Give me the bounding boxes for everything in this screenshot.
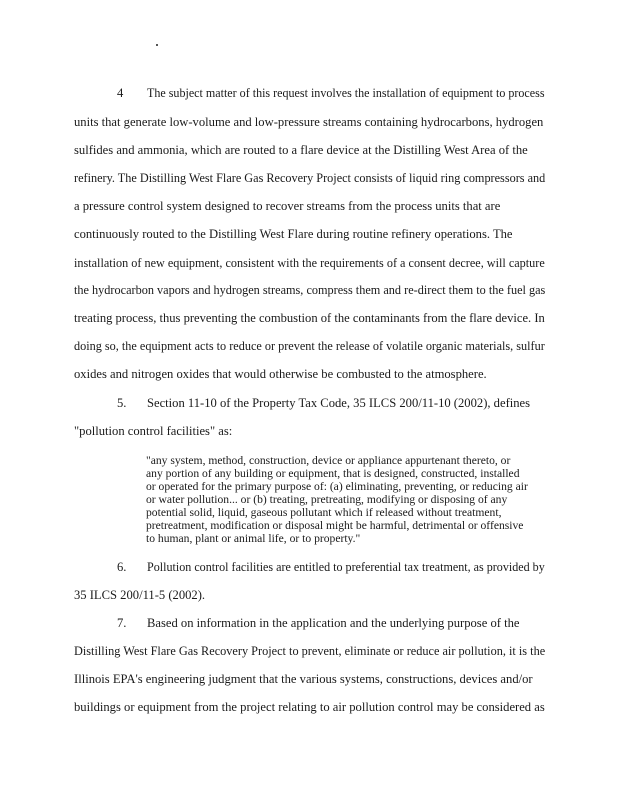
paragraph-line: Based on information in the application and the underlying purpose of the: [147, 616, 520, 630]
paragraph-number: 5.: [117, 396, 127, 410]
paragraph-number: 4: [117, 86, 124, 100]
paragraph-line: 35 ILCS 200/11-5 (2002).: [74, 588, 206, 602]
paragraph-line: refinery. The Distilling West Flare Gas Recovery Project consists of liquid ring compressors and: [74, 171, 546, 185]
quotation-line: or water pollution... or (b) treating, pretreating, modifying or disposing of any: [146, 493, 508, 506]
paragraph-line: continuously routed to the Distilling West Flare during routine refinery operations. The: [74, 227, 513, 241]
quotation-line: any portion of any building or equipment, that is designed, constructed, installed: [146, 467, 520, 480]
paragraph-line: Distilling West Flare Gas Recovery Project to prevent, eliminate or reduce air pollution, it is the: [74, 644, 546, 658]
paragraph-line: doing so, the equipment acts to reduce or prevent the release of volatile organic materials, sulfur: [74, 339, 545, 353]
quotation-line: pretreatment, modification or disposal might be harmful, detrimental or offensive: [146, 519, 524, 532]
paragraph-line: oxides and nitrogen oxides that would otherwise be combusted to the atmosphere.: [74, 367, 487, 381]
paragraph-line: buildings or equipment from the project relating to air pollution control may be considered as: [74, 700, 545, 714]
paragraph-line: treating process, thus preventing the combustion of the contaminants from the flare device. In: [74, 311, 545, 325]
paragraph-number: 7.: [117, 616, 127, 630]
paragraph-line: the hydrocarbon vapors and hydrogen streams, compress them and re-direct them to the fuel gas: [74, 283, 546, 297]
quotation-line: or operated for the primary purpose of: (a) eliminating, preventing, or reducing air: [146, 480, 528, 493]
paragraph-line: The subject matter of this request involves the installation of equipment to process: [147, 86, 545, 100]
paragraph-line: units that generate low-volume and low-pressure streams containing hydrocarbons, hydrogen: [74, 115, 544, 129]
scan-artifact: [156, 44, 158, 46]
quotation-line: to human, plant or animal life, or to property.": [146, 532, 361, 545]
paragraph-line: installation of new equipment, consistent with the requirements of a consent decree, will capture: [74, 256, 545, 270]
paragraph-line: a pressure control system designed to recover streams from the process units that are: [74, 199, 501, 213]
paragraph-line: "pollution control facilities" as:: [74, 424, 233, 438]
paragraph-line: Illinois EPA's engineering judgment that the various systems, constructions, devices and/or: [74, 672, 533, 686]
paragraph-line: Section 11-10 of the Property Tax Code, 35 ILCS 200/11-10 (2002), defines: [147, 396, 531, 410]
paragraph-line: Pollution control facilities are entitled to preferential tax treatment, as provided by: [147, 560, 545, 574]
quotation-line: "any system, method, construction, device or appliance appurtenant thereto, or: [146, 454, 511, 467]
quotation-line: potential solid, liquid, gaseous pollutant which if released without treatment,: [146, 506, 502, 519]
paragraph-number: 6.: [117, 560, 127, 574]
paragraph-line: sulfides and ammonia, which are routed to a flare device at the Distilling West Area of the: [74, 143, 528, 157]
